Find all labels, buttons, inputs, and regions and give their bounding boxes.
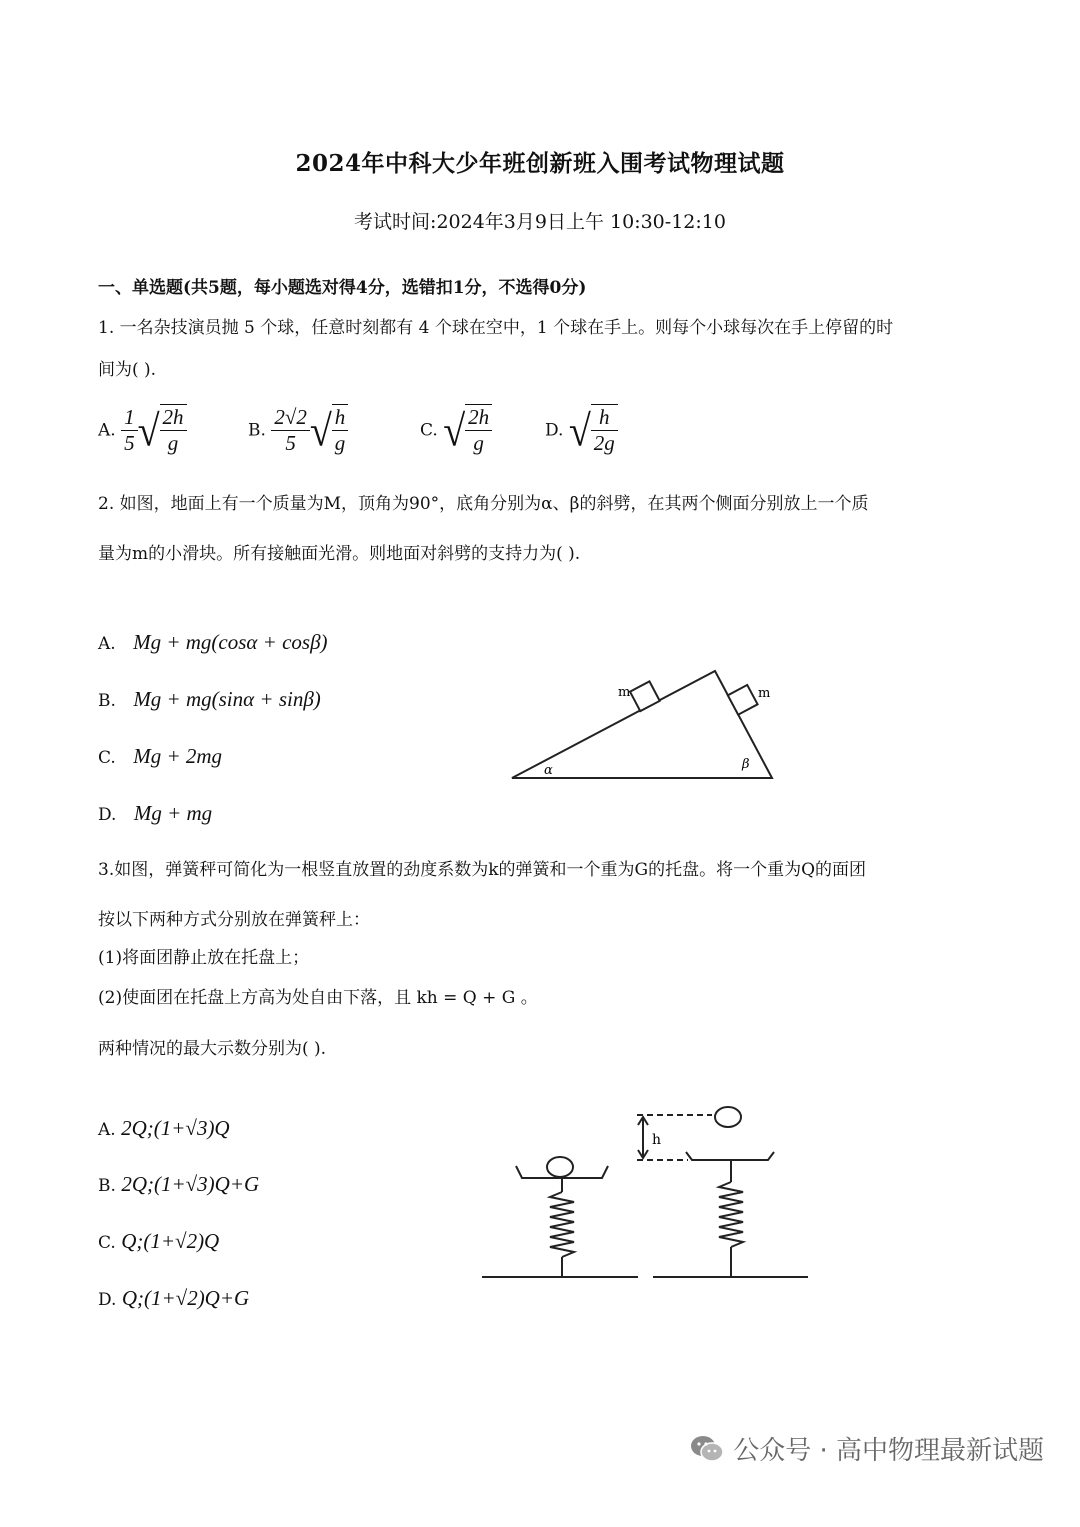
q3-option-d-expr: Q;(1+√2)Q+G [121, 1286, 250, 1310]
q1-b-rad-den: g [334, 431, 346, 455]
q1-a-rad-num: 2h [160, 405, 187, 431]
q3-option-a [98, 1116, 230, 1141]
q3-option-a-expr: 2Q;(1+√3)Q [121, 1116, 230, 1140]
q1-a-coef-den: 5 [124, 430, 135, 455]
q3-option-a-label: A. [98, 1120, 116, 1140]
q1-option-d-label: D. [545, 420, 564, 441]
spring-scale-figure [470, 1100, 820, 1290]
q1-option-a: A. $\frac{1}{5}$ √ $\frac{2h}{g}$ [98, 404, 187, 456]
left-block-label: m [618, 685, 631, 700]
right-block [728, 685, 758, 715]
q1-c-rad-num: 2h [465, 405, 492, 431]
q1-d-rad-num: h [591, 405, 618, 431]
q3-option-c-expr: Q;(1+√2)Q [121, 1229, 220, 1253]
q1-stem-line2: 间为( ). [98, 360, 157, 380]
q3-item1: (1)将面团静止放在托盘上； [98, 948, 310, 968]
q1-stem-line1: 1. 一名杂技演员抛 5 个球，任意时刻都有 4 个球在空中，1 个球在手上。则每个小球每次在手上停留的时 [98, 318, 894, 338]
wedge-figure [500, 655, 800, 795]
right-spring-scale [637, 1107, 808, 1277]
angle-alpha-label: α [544, 763, 553, 778]
q3-stem-line2: 按以下两种方式分别放在弹簧秤上： [98, 910, 370, 930]
q2-option-d-label: D. [98, 805, 117, 825]
q1-b-rad-num: h [332, 405, 349, 431]
q2-option-a [98, 630, 328, 655]
q1-option-d: D. √ $\frac{h}{2g}$ [545, 404, 618, 456]
q3-option-d-label: D. [98, 1290, 117, 1310]
q1-option-b: B. $\frac{2√2}{5}$ √ $\frac{h}{g}$ [248, 404, 348, 456]
q3-item2: (2)使面团在托盘上方高为处自由下落，且 kh = Q + G 。 [98, 988, 538, 1008]
left-spring-scale [482, 1157, 638, 1277]
wechat-icon [689, 1433, 725, 1465]
q1-b-coef-den: 5 [285, 430, 296, 455]
q2-option-c [98, 744, 222, 769]
q3-stem-line1: 3.如图，弹簧秤可简化为一根竖直放置的劲度系数为k的弹簧和一个重为G的托盘。将一个重为Q的面团 [98, 860, 867, 880]
height-label: h [652, 1132, 662, 1148]
q2-option-b-label: B. [98, 691, 116, 711]
watermark [689, 1430, 1044, 1467]
q2-stem-line1: 2. 如图，地面上有一个质量为M，顶角为90°，底角分别为α、β的斜劈，在其两个侧面分别放上一个质 [98, 494, 869, 514]
q3-stem-line3: 两种情况的最大示数分别为( ). [98, 1039, 327, 1059]
q1-c-rad-den: g [473, 431, 484, 455]
q2-option-d [98, 801, 212, 826]
q2-option-a-expr: Mg + mg(cosα + cosβ) [133, 630, 328, 654]
q3-option-b-label: B. [98, 1176, 116, 1196]
q2-stem-line2: 量为m的小滑块。所有接触面光滑。则地面对斜劈的支持力为( ). [98, 544, 581, 564]
exam-time: 考试时间:2024年3月9日上午 10:30-12:10 [354, 211, 726, 233]
q1-option-b-label: B. [248, 420, 266, 441]
q2-option-a-label: A. [98, 634, 116, 654]
q1-option-c-label: C. [420, 420, 438, 441]
q3-option-b [98, 1172, 259, 1197]
section-heading: 一、单选题(共5题，每小题选对得4分，选错扣1分，不选得0分) [98, 278, 587, 298]
q1-option-a-label: A. [98, 420, 116, 441]
q2-option-c-expr: Mg + 2mg [133, 744, 223, 768]
q2-option-b-expr: Mg + mg(sinα + sinβ) [133, 687, 321, 711]
q1-d-rad-den: 2g [593, 431, 615, 455]
q3-option-c [98, 1229, 219, 1254]
q2-option-d-expr: Mg + mg [133, 801, 213, 825]
q1-b-coef-num: 2√2 [271, 405, 310, 431]
q1-a-rad-den: g [167, 431, 179, 455]
angle-beta-label: β [742, 757, 750, 772]
watermark-text: 公众号 · 高中物理最新试题 [733, 1436, 1044, 1466]
right-block-label: m [758, 686, 771, 701]
q2-option-c-label: C. [98, 748, 116, 768]
q3-option-d [98, 1286, 249, 1311]
q1-option-c: C. √ $\frac{2h}{g}$ [420, 404, 492, 456]
q3-option-b-expr: 2Q;(1+√3)Q+G [121, 1172, 260, 1196]
q1-a-coef-num: 1 [121, 405, 138, 431]
page-title: 2024年中科大少年班创新班入围考试物理试题 [295, 150, 785, 177]
left-block [630, 681, 660, 711]
q3-option-c-label: C. [98, 1233, 116, 1253]
q2-option-b [98, 687, 321, 712]
